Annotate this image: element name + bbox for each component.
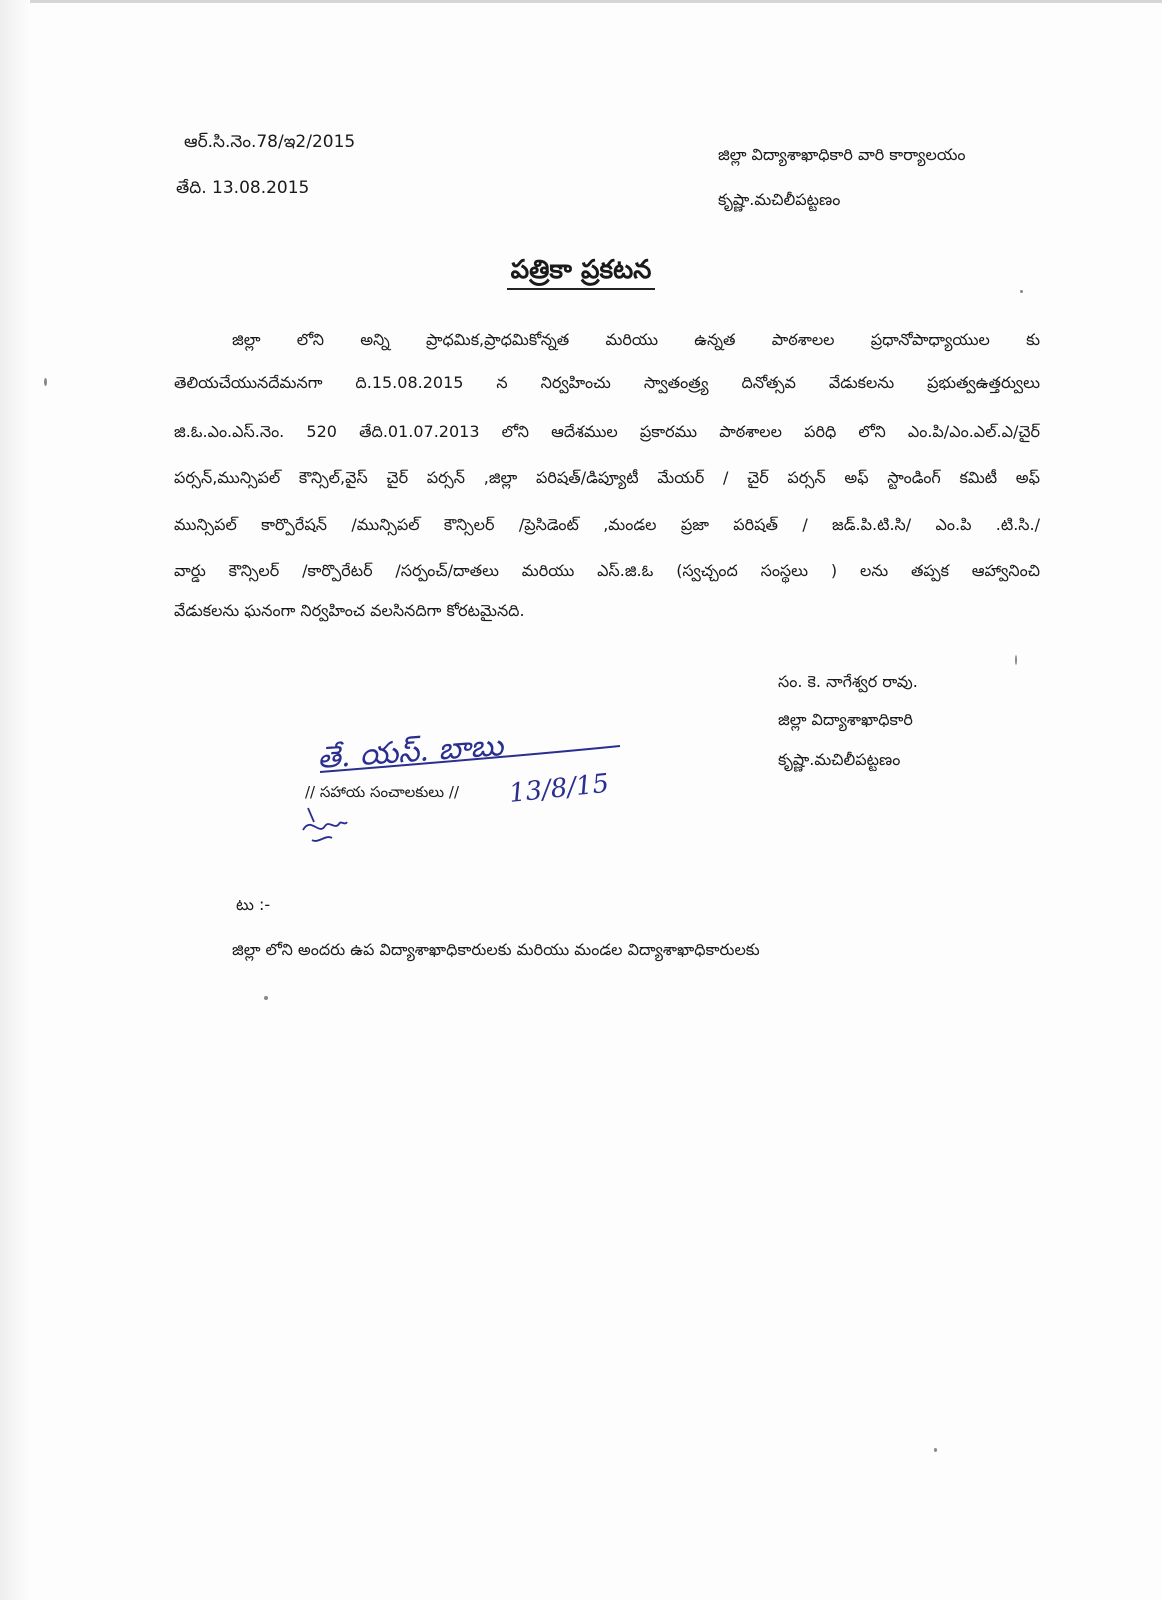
scan-speck [934, 1448, 937, 1452]
document-title-text: పత్రికా ప్రకటన [507, 255, 656, 290]
scan-speck [1020, 290, 1023, 293]
body-line: జిల్లా లోని అన్ని ప్రాధమిక,ప్రాధమికోన్నత మరియు ఉన్నత పాఠశాలల ప్రధానోపాధ్యాయుల కు [232, 330, 1040, 349]
signatory-name: సం. కె. నాగేశ్వర రావు. [778, 672, 918, 691]
handwritten-note: తే. యస్. బాబు [316, 728, 505, 776]
scan-speck [264, 996, 268, 1000]
office-name: జిల్లా విద్యాశాఖాధికారి వారి కార్యాలయం [718, 145, 966, 164]
body-line: జి.ఓ.ఎం.ఎస్.నెం. 520 తేది.01.07.2013 లోని ఆదేశముల ప్రకారము పాఠశాలల పరిధి లోని ఎం.పి/ఎం.ఎల్.ఎ/చైర్ [174, 422, 1040, 441]
recipients-text: జిల్లా లోని అందరు ఉప విద్యాశాఖాధికారులకు మరియు మండల విద్యాశాఖాధికారులకు [232, 940, 760, 959]
document-title [0, 255, 1162, 291]
body-line: వార్డు కౌన్సిలర్ /కార్పొరేటర్ /సర్పంచ్/దాతలు మరియు ఎస్.జి.ఓ (స్వచ్చంద సంస్థలు ) లను తప్పక ఆహ్వానించి [174, 561, 1040, 580]
body-line: వేడుకలను ఘనంగా నిర్వహించ వలసినదిగా కోరటమైనది. [174, 601, 525, 620]
scan-edge-left [0, 0, 30, 1600]
handwritten-date: 13/8/15 [507, 768, 611, 809]
body-line: మున్సిపల్ కార్పొరేషన్ /మున్సిపల్ కౌన్సిలర్ /ప్రెసిడెంట్ ,మండల ప్రజా పరిషత్ / జడ్.పి.టి.సి/ ఎం.పి .టి.సి./ [174, 515, 1040, 534]
signatory-place: కృష్ణా.మచిలీపట్టణం [778, 750, 901, 769]
reference-number: ఆర్.సి.నెం.78/ఇ2/2015 [184, 132, 356, 152]
assistant-designation: // సహాయ సంచాలకులు // [305, 783, 459, 801]
scan-speck [1015, 655, 1017, 665]
document-date: తేది. 13.08.2015 [176, 178, 310, 198]
signatory-designation: జిల్లా విద్యాశాఖాధికారి [778, 710, 913, 729]
scan-speck [44, 378, 47, 386]
body-line: పర్సన్,మున్సిపల్ కౌన్సిల్,వైస్ చైర్ పర్సన్ ,జిల్లా పరిషత్/డిప్యూటీ మేయర్ / చైర్ పర్సన్ అఫ్ స్టాండింగ్ కమిటీ అఫ్ [174, 468, 1040, 487]
recipients-label: టు :- [236, 895, 271, 914]
body-line: తెలియచేయునదేమనగా ది.15.08.2015 న నిర్వహించు స్వాతంత్ర్య దినోత్సవ వేడుకలను ప్రభుత్వఉత్తర్వులు [174, 373, 1040, 392]
scan-edge-top [0, 0, 1162, 3]
office-place: కృష్ణా.మచిలీపట్టణం [718, 190, 841, 209]
